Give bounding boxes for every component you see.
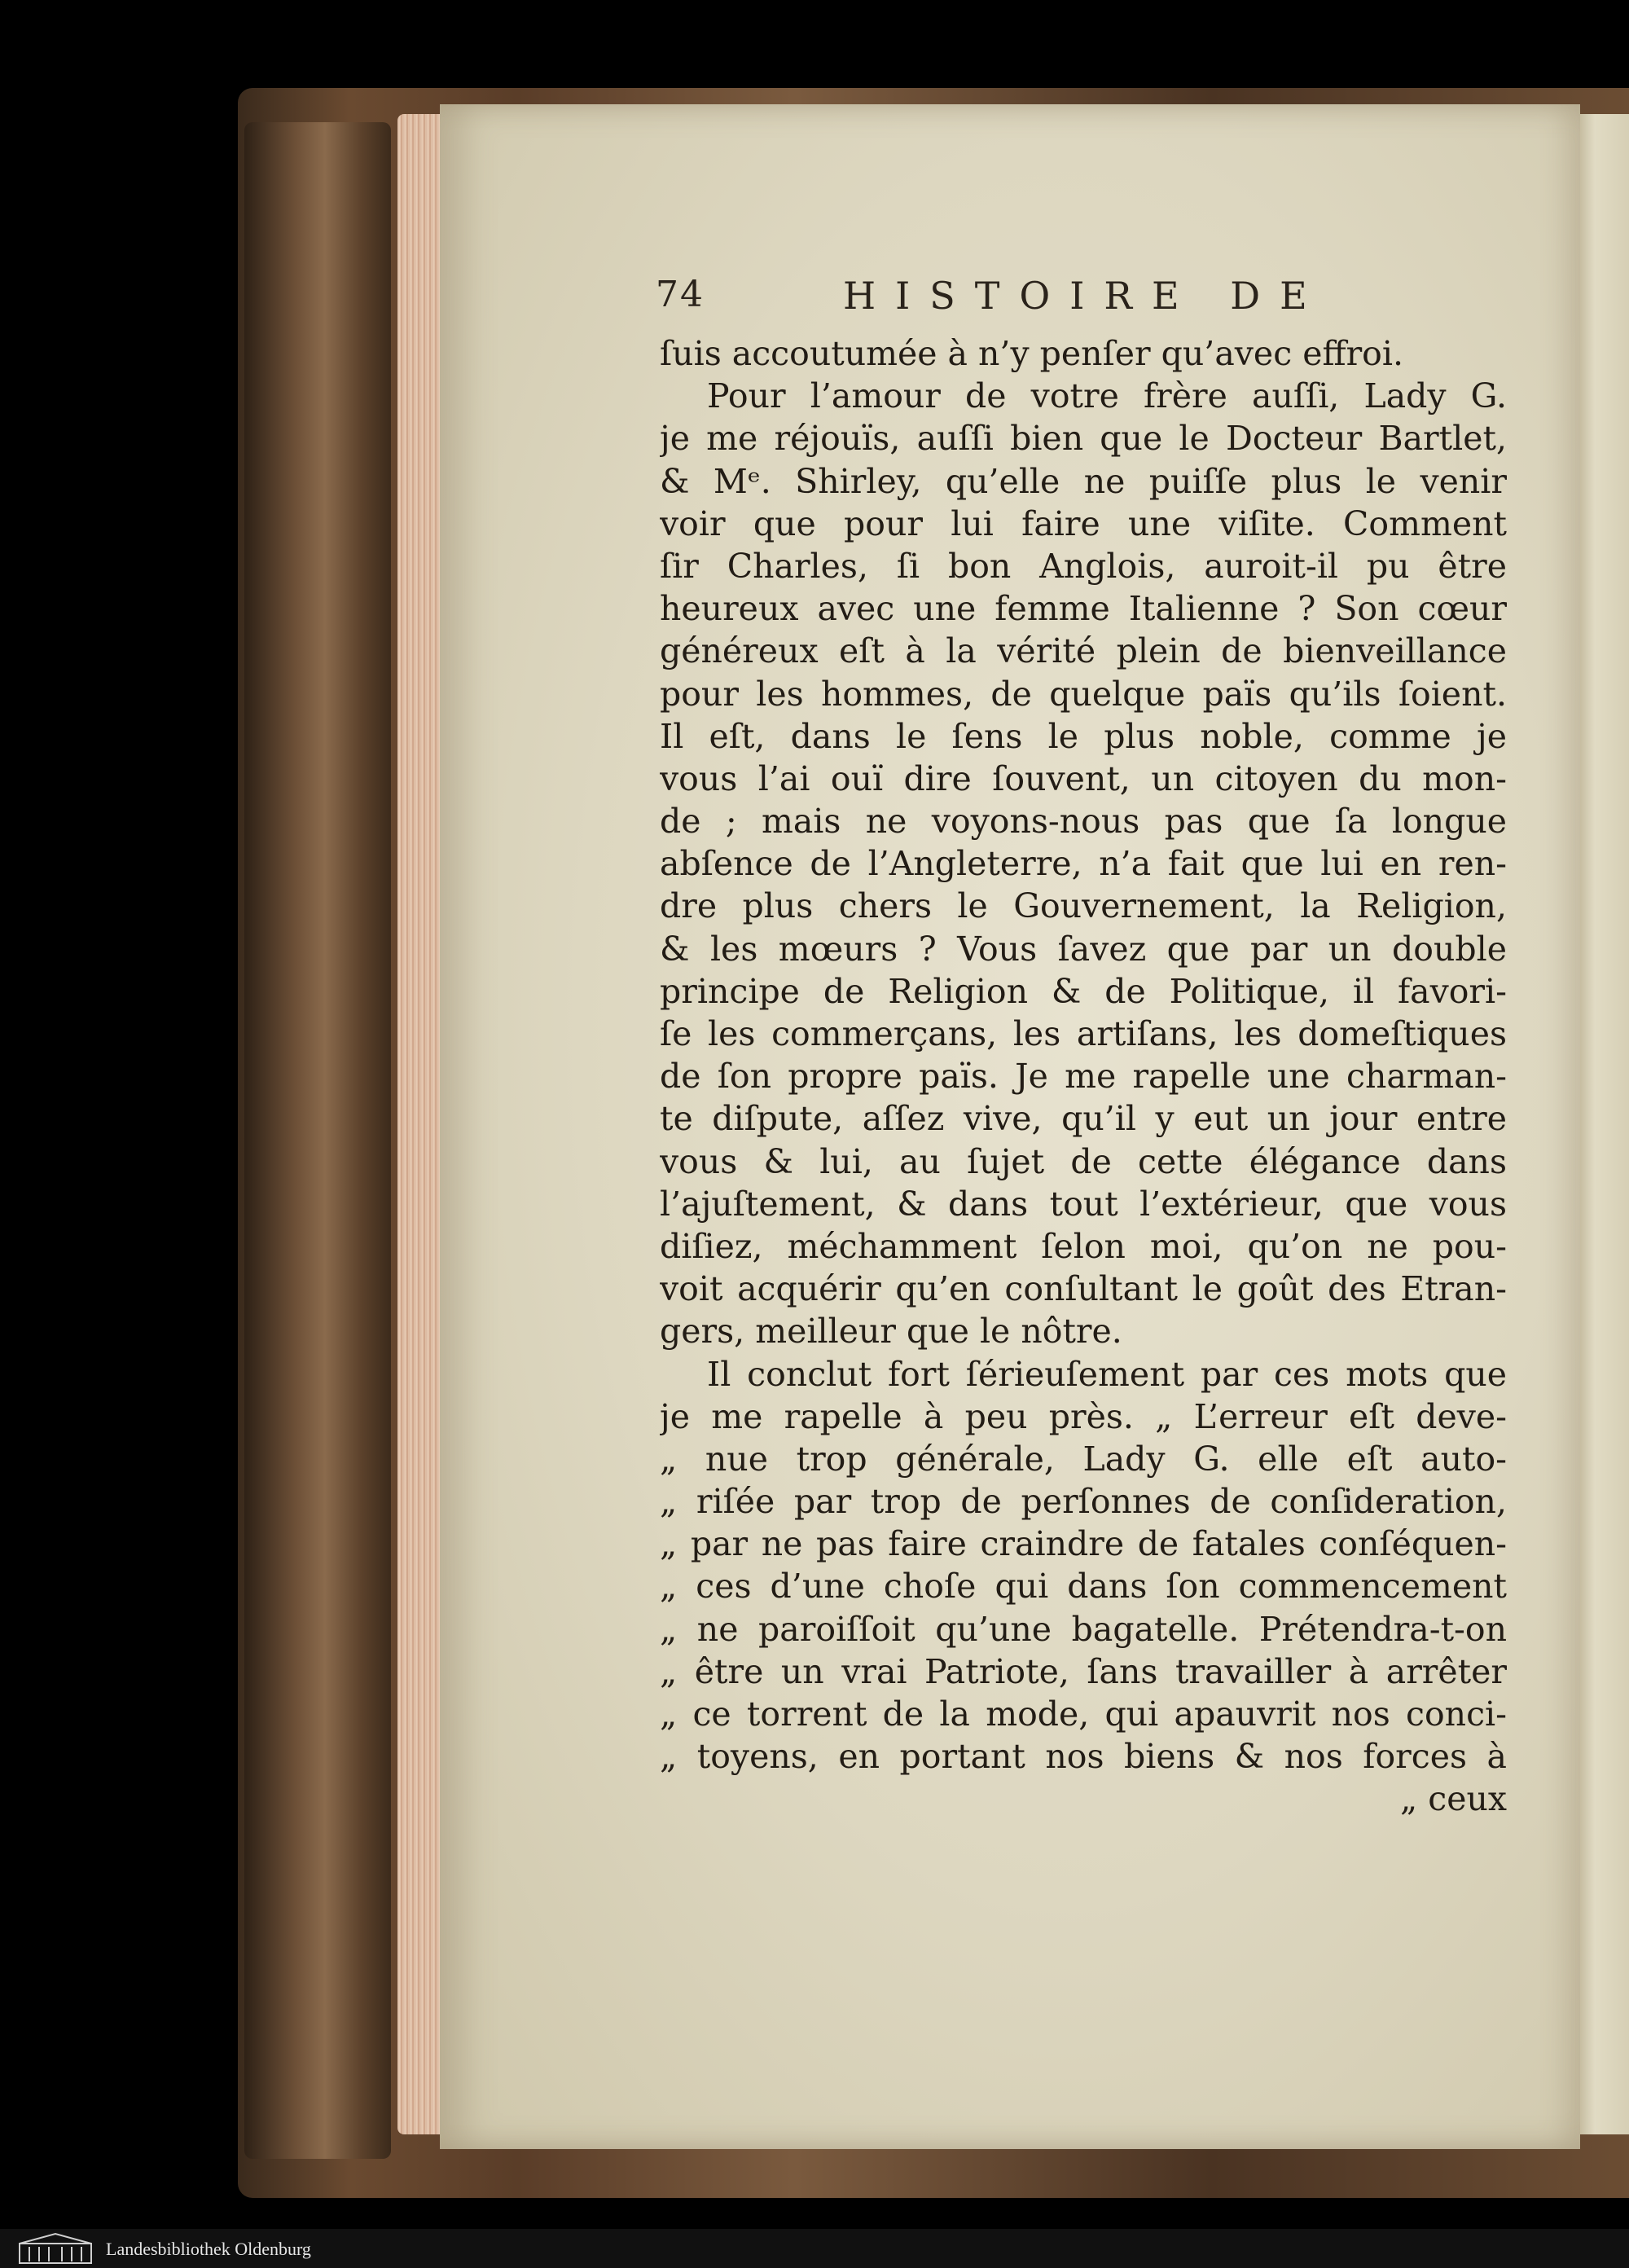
catchword: „ ceux	[1399, 1779, 1507, 1819]
page-header	[656, 269, 1511, 326]
text-line: te diſpute, aſſez vive, qu’il y eut un jour entre	[660, 1099, 1507, 1139]
library-name: Landesbibliothek Oldenburg	[106, 2239, 311, 2259]
text-line: de ſon propre païs. Je me rapelle une charman-	[660, 1057, 1507, 1097]
text-line: & les mœurs ? Vous ſavez que par un double	[660, 929, 1507, 969]
text-line: voit acquérir qu’en conſultant le goût des Etran-	[660, 1269, 1507, 1309]
text-line: „ ne paroiſſoit qu’une bagatelle. Prétendra-t-on	[660, 1609, 1507, 1649]
text-line: „ ce torrent de la mode, qui apauvrit nos conci-	[660, 1694, 1507, 1734]
text-line: „ nue trop générale, Lady G. elle eſt auto-	[660, 1439, 1507, 1479]
cover-edge	[244, 122, 391, 2159]
text-line: „ riſée par trop de perſonnes de conſideration,	[660, 1482, 1507, 1522]
page-block-edges	[397, 114, 446, 2134]
text-line: ſir Charles, ſi bon Anglois, auroit-il pu être	[660, 546, 1507, 586]
text-line: abſence de l’Angleterre, n’a fait que lui en ren-	[660, 844, 1507, 884]
facing-page-edge	[1572, 114, 1629, 2134]
text-line: „ par ne pas faire craindre de fatales conſéquen-	[660, 1524, 1507, 1564]
running-title: HISTOIRE DE	[843, 274, 1327, 318]
text-line: pour les hommes, de quelque païs qu’ils ſoient.	[660, 674, 1507, 714]
text-line: gers, meilleur que le nôtre.	[660, 1312, 1122, 1352]
text-line: généreux eſt à la vérité plein de bienveillance	[660, 631, 1507, 671]
text-line: l’ajuſtement, & dans tout l’extérieur, que vous	[660, 1184, 1507, 1224]
text-line: ſe les commerçans, les artiſans, les domeſtiques	[660, 1014, 1507, 1053]
text-line: ſuis accoutumée à n’y penſer qu’avec effroi.	[660, 334, 1404, 373]
text-line: „ toyens, en portant nos biens & nos forces à	[660, 1737, 1507, 1777]
text-line: diſiez, méchamment ſelon moi, qu’on ne pou-	[660, 1226, 1507, 1266]
library-building-icon	[18, 2232, 93, 2265]
text-line: Il conclut fort ſérieuſement par ces mots que	[707, 1354, 1507, 1394]
text-line: & Mᵉ. Shirley, qu’elle ne puiſſe plus le venir	[660, 461, 1507, 501]
text-line: je me réjouïs, auſſi bien que le Docteur Bartlet,	[660, 419, 1507, 459]
page-number: 74	[656, 274, 705, 315]
text-line: principe de Religion & de Politique, il favori-	[660, 971, 1507, 1011]
text-line: vous & lui, au ſujet de cette élégance dans	[660, 1141, 1507, 1181]
text-line: heureux avec une femme Italienne ? Son cœur	[660, 589, 1507, 629]
text-line: je me rapelle à peu près. „ L’erreur eſt deve-	[660, 1396, 1507, 1436]
text-line: voir que pour lui faire une viſite. Comment	[660, 503, 1507, 543]
library-footer	[0, 2229, 1629, 2268]
text-line: „ ces d’une choſe qui dans ſon commencement	[660, 1567, 1507, 1606]
text-line: vous l’ai ouï dire ſouvent, un citoyen du mon-	[660, 758, 1507, 798]
text-line: de ; mais ne voyons-nous pas que ſa longue	[660, 802, 1507, 842]
text-line: Il eſt, dans le ſens le plus noble, comme je	[660, 716, 1507, 756]
text-line: Pour l’amour de votre frère auſſi, Lady G.	[707, 376, 1507, 416]
text-line: dre plus chers le Gouvernement, la Religion,	[660, 886, 1507, 926]
text-line: „ être un vrai Patriote, ſans travailler à arrêter	[660, 1651, 1507, 1691]
body-text	[660, 332, 1507, 1821]
